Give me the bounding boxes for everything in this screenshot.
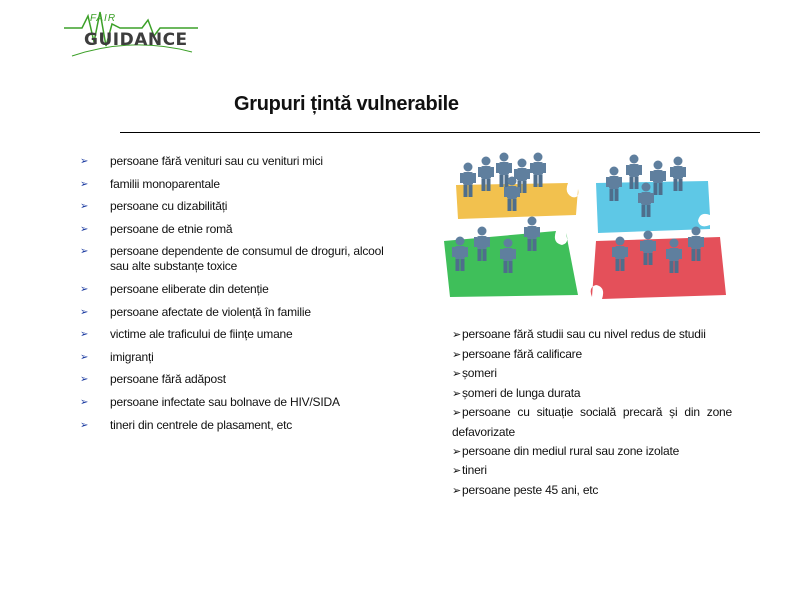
list-item [452,442,732,462]
vulnerable-groups-list [80,154,390,440]
arrow-bullet-icon: ➢ [80,396,89,408]
arrow-bullet-icon: ➢ [80,246,89,258]
puzzle-people-illustration [438,145,734,305]
additional-groups-list [452,325,732,500]
list-item [452,345,732,365]
arrow-bullet-icon: ➢ [80,201,89,213]
list-item-text: persoane fără adăpost [110,372,226,387]
arrow-bullet-icon: ➢ [80,156,89,167]
list-item [80,244,390,274]
list-item [452,384,732,404]
list-item [80,199,390,214]
arrow-bullet-icon: ➢ [80,223,89,235]
arrowhead-bullet-icon: ➢ [452,348,462,361]
list-item-text: persoane afectate de violență în familie [110,304,311,319]
list-item-text: persoane fără calificare [462,346,582,361]
arrow-bullet-icon: ➢ [80,419,89,431]
logo-fair-text: FAIR [90,13,117,24]
list-item-text: persoane dependente de consumul de droguri, alcool sau alte substanțe toxice [110,244,384,274]
title-divider [120,132,760,133]
arrow-bullet-icon: ➢ [80,351,89,363]
arrow-bullet-icon: ➢ [80,374,89,386]
list-item-text: șomeri de lunga durata [462,385,581,400]
list-item-text: persoane fără studii sau cu nivel redus de studii [462,327,706,341]
arrowhead-bullet-icon: ➢ [452,329,462,341]
list-item-text: șomeri [462,366,497,381]
list-item-text: persoane infectate sau bolnave de HIV/SIDA [110,394,340,409]
list-item-text: imigranți [110,349,154,364]
list-item [80,372,390,387]
list-item [80,222,390,237]
list-item [452,364,732,384]
list-item-text: persoane cu situație socială precară și din zone defavorizate [452,405,732,439]
list-item-text: persoane de etnie romă [110,221,233,236]
list-item-text: persoane eliberate din detenție [110,281,269,296]
list-item [80,395,390,410]
arrowhead-bullet-icon: ➢ [452,465,462,478]
list-item [452,325,732,345]
list-item [80,350,390,365]
list-item-text: persoane peste 45 ani, etc [462,482,599,497]
list-item-text: tineri din centrele de plasament, etc [110,417,293,432]
arrow-bullet-icon: ➢ [80,178,89,190]
logo-guidance-text: GUIDANCE [84,30,188,50]
arrowhead-bullet-icon: ➢ [452,407,462,420]
arrowhead-bullet-icon: ➢ [452,445,462,458]
list-item-text: persoane cu dizabilități [110,199,228,214]
list-item-text: persoane din mediul rural sau zone izolate [462,443,680,458]
list-item [80,177,390,192]
arrowhead-bullet-icon: ➢ [452,484,462,497]
list-item-text: victime ale traficului de ființe umane [110,327,293,342]
fair-guidance-logo [62,6,202,64]
list-item [452,403,732,441]
slide-title: Grupuri țintă vulnerabile [234,93,459,115]
arrow-bullet-icon: ➢ [80,329,89,341]
arrowhead-bullet-icon: ➢ [452,387,462,400]
list-item-text: familii monoparentale [110,176,220,191]
list-item [80,418,390,433]
list-item [452,481,732,501]
list-item [80,154,390,169]
arrow-bullet-icon: ➢ [80,306,89,318]
list-item [80,327,390,342]
list-item-text: persoane fără venituri sau cu venituri mici [110,154,323,168]
arrowhead-bullet-icon: ➢ [452,368,462,381]
list-item-text: tineri [462,463,487,478]
list-item [80,282,390,297]
list-item [452,461,732,481]
list-item [80,305,390,320]
arrow-bullet-icon: ➢ [80,283,89,295]
